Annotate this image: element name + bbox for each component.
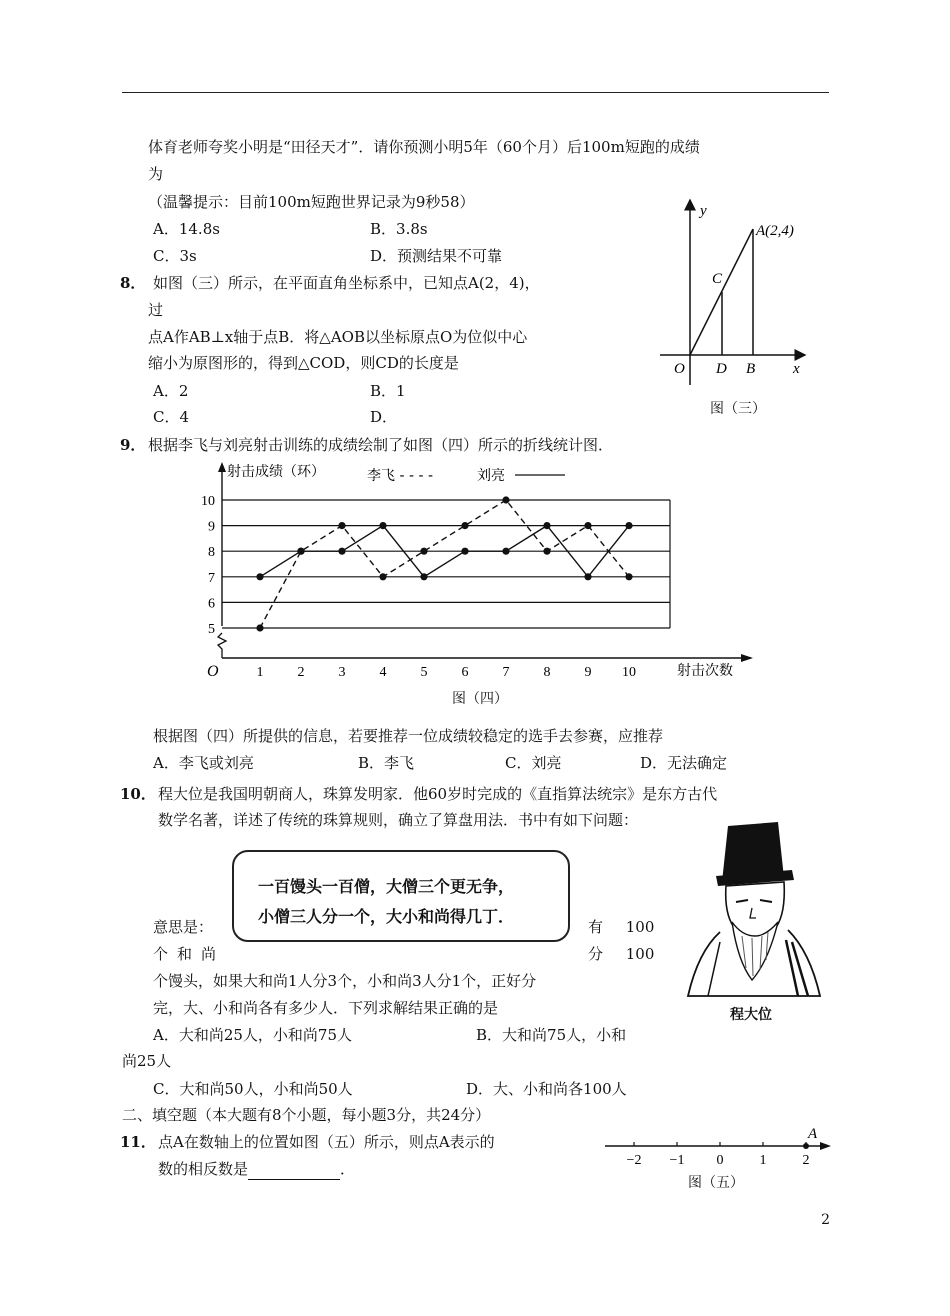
number-line-label-4: 2 xyxy=(802,1153,810,1168)
q8-option-d: D． xyxy=(370,408,398,426)
series-1-point-4 xyxy=(379,573,386,580)
q10-option-b-wrap: 尚25人 xyxy=(122,1052,172,1070)
q8-line4: 缩小为原图形的，得到△COD，则CD的长度是 xyxy=(148,354,459,372)
x-tick-label-10: 10 xyxy=(622,665,636,680)
q11-number: 11． xyxy=(120,1133,156,1151)
y-tick-label-6: 6 xyxy=(208,596,215,612)
origin-label: O xyxy=(207,663,219,680)
fig3-label-a: A(2,4) xyxy=(756,223,794,239)
point-a-label: A xyxy=(808,1126,818,1142)
q8-line2: 过 xyxy=(148,301,164,319)
fig5-caption: 图（五） xyxy=(688,1175,744,1191)
series-1-point-9 xyxy=(584,522,591,529)
q9-option-a: A．李飞或刘亮 xyxy=(153,754,254,772)
x-tick-label-6: 6 xyxy=(461,665,469,680)
q7-line2: 为 xyxy=(148,165,164,183)
y-axis-title: 射击成绩（环） xyxy=(227,464,325,480)
series-1-point-10 xyxy=(625,573,632,580)
x-tick-label-3: 3 xyxy=(338,665,346,680)
q8-option-a: A．2 xyxy=(153,382,189,400)
series-2-point-7 xyxy=(502,548,509,555)
y-tick-label-7: 7 xyxy=(208,570,215,586)
q11-line2 xyxy=(158,1158,355,1180)
q10-option-b: B．大和尚75人，小和 xyxy=(476,1026,627,1044)
q10-option-a: A．大和尚25人，小和尚75人 xyxy=(153,1026,353,1044)
q10-line4-left: 个和尚 xyxy=(153,945,226,963)
poem-line1: 一百馒头一百僧，大僧三个更无争， xyxy=(258,877,515,896)
q9-option-d: D．无法确定 xyxy=(640,754,728,772)
q7-option-b: B．3.8s xyxy=(370,220,428,238)
q8-option-b: B．1 xyxy=(370,382,406,400)
fig3-label-x: x xyxy=(793,361,800,377)
x-tick-label-4: 4 xyxy=(379,665,387,680)
q9-number: 9． xyxy=(120,436,146,454)
series-1-point-3 xyxy=(338,522,345,529)
fig3-caption: 图（三） xyxy=(710,401,766,417)
series-1-point-1 xyxy=(256,624,263,631)
fig3-label-c: C xyxy=(712,271,723,287)
q10-line1: 程大位是我国明朝商人，珠算发明家．他60岁时完成的《直指算法统宗》是东方古代 xyxy=(158,785,718,803)
poem-bubble xyxy=(232,850,570,942)
q10-meaning-right: 有 100 xyxy=(588,918,655,936)
q8-option-c: C．4 xyxy=(153,408,190,426)
page-number: 2 xyxy=(821,1212,830,1228)
q11-line2-end: ． xyxy=(340,1160,356,1178)
q9-option-b: B．李飞 xyxy=(358,754,415,772)
series-2-point-3 xyxy=(338,548,345,555)
number-line-arrow xyxy=(820,1142,831,1150)
fig3-label-b: B xyxy=(746,361,756,377)
series-1-point-5 xyxy=(420,548,427,555)
figure-5-number-line xyxy=(600,1122,835,1174)
q10-line6: 完，大、小和尚各有多少人．下列求解结果正确的是 xyxy=(153,999,499,1017)
q11-line2-text: 数的相反数是 xyxy=(158,1160,249,1178)
fig3-label-o: O xyxy=(674,361,685,377)
q10-line2: 数学名著，详述了传统的珠算规则，确立了算盘用法．书中有如下问题： xyxy=(158,811,639,829)
q8-line3: 点A作AB⊥x轴于点B．将△AOB以坐标原点O为位似中心 xyxy=(148,328,528,346)
section-2-heading: 二、填空题（本大题有8个小题，每小题3分，共24分） xyxy=(122,1106,491,1124)
fig3-label-y: y xyxy=(700,203,707,219)
figure-3 xyxy=(650,195,830,425)
q10-option-d: D．大、小和尚各100人 xyxy=(466,1080,627,1098)
series-1-point-7 xyxy=(502,496,509,503)
x-tick-label-8: 8 xyxy=(543,665,551,680)
x-tick-label-2: 2 xyxy=(297,665,305,680)
series-2-point-4 xyxy=(379,522,386,529)
q9-line1: 根据李飞与刘亮射击训练的成绩绘制了如图（四）所示的折线统计图． xyxy=(148,436,614,454)
q7-option-d: D．预测结果不可靠 xyxy=(370,247,503,265)
q8-line1: 如图（三）所示，在平面直角坐标系中，已知点A(2，4)， xyxy=(153,274,540,292)
q9-option-c: C．刘亮 xyxy=(505,754,562,772)
y-axis-arrow xyxy=(218,462,226,472)
y-tick-label-9: 9 xyxy=(208,519,215,535)
q7-option-a: A．14.8s xyxy=(153,220,220,238)
x-tick-label-5: 5 xyxy=(420,665,428,680)
cheng-dawei-portrait xyxy=(680,812,830,1002)
series-2-point-8 xyxy=(543,522,550,529)
q10-meaning-left: 意思是： xyxy=(153,918,214,936)
number-line-label-3: 1 xyxy=(759,1153,767,1168)
legend-label-a: 李飞 - - - - xyxy=(367,468,434,484)
point-a-marker xyxy=(803,1143,809,1149)
x-axis-arrow xyxy=(741,654,753,662)
series-2-point-5 xyxy=(420,573,427,580)
series-2-point-9 xyxy=(584,573,591,580)
answer-blank[interactable] xyxy=(248,1163,340,1180)
series-2-point-1 xyxy=(256,573,263,580)
x-axis-title: 射击次数 xyxy=(677,663,733,679)
figure-4-line-chart xyxy=(195,458,785,718)
fig4-caption: 图（四） xyxy=(452,691,508,707)
q8-number: 8． xyxy=(120,274,146,292)
q10-number: 10． xyxy=(120,785,156,803)
x-tick-label-7: 7 xyxy=(502,665,510,680)
y-axis-break xyxy=(218,633,226,658)
q7-hint: （温馨提示：目前100m短跑世界记录为9秒58） xyxy=(148,193,475,211)
q10-line5: 个馒头，如果大和尚1人分3个，小和尚3人分1个，正好分 xyxy=(153,972,537,990)
q7-line1: 体育老师夸奖小明是“田径天才”．请你预测小明5年（60个月）后100m短跑的成绩 xyxy=(148,138,700,156)
series-2-point-6 xyxy=(461,548,468,555)
fig3-label-d: D xyxy=(716,361,727,377)
series-1-point-6 xyxy=(461,522,468,529)
x-tick-label-1: 1 xyxy=(256,665,264,680)
y-tick-label-10: 10 xyxy=(201,494,215,509)
q10-option-c: C．大和尚50人，小和尚50人 xyxy=(153,1080,353,1098)
y-tick-label-5: 5 xyxy=(208,622,215,637)
portrait-caption: 程大位 xyxy=(730,1007,772,1023)
poem-line2: 小僧三人分一个，大小和尚得几丁． xyxy=(258,907,515,926)
header-rule xyxy=(122,92,829,93)
series-2-point-2 xyxy=(297,548,304,555)
q10-line4-right: 分 100 xyxy=(588,945,655,963)
q9-line2: 根据图（四）所提供的信息，若要推荐一位成绩较稳定的选手去参赛，应推荐 xyxy=(153,727,664,745)
number-line-label-0: −2 xyxy=(626,1153,642,1168)
legend-label-b: 刘亮 xyxy=(477,468,505,484)
x-tick-label-9: 9 xyxy=(584,665,592,680)
y-tick-label-8: 8 xyxy=(208,545,215,561)
series-2-point-10 xyxy=(625,522,632,529)
number-line-label-2: 0 xyxy=(716,1153,724,1168)
q11-line1: 点A在数轴上的位置如图（五）所示，则点A表示的 xyxy=(158,1133,495,1151)
q7-option-c: C．3s xyxy=(153,247,197,265)
number-line-label-1: −1 xyxy=(669,1153,685,1168)
series-1-point-8 xyxy=(543,548,550,555)
